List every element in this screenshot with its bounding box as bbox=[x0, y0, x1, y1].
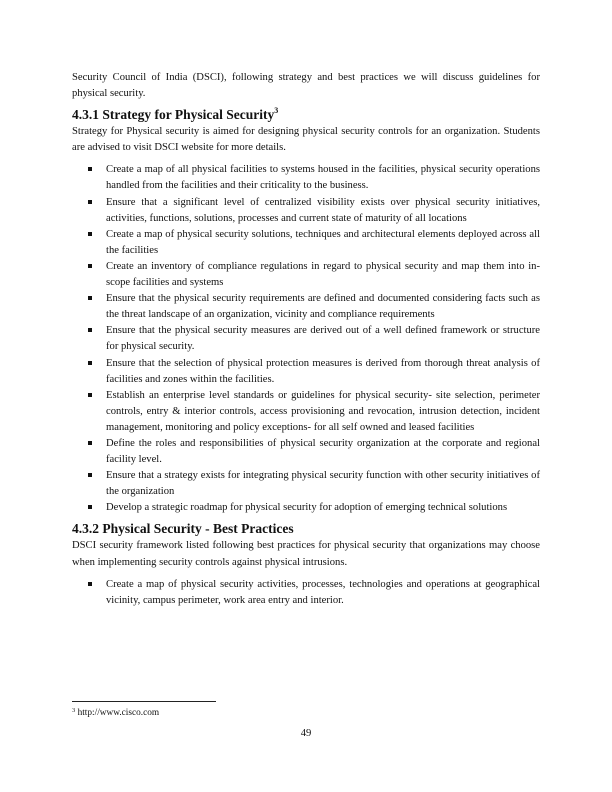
footnote-link[interactable]: http://www.cisco.com bbox=[77, 708, 160, 718]
square-bullet-icon bbox=[88, 505, 92, 509]
intro-paragraph: Security Council of India (DSCI), following strategy and best practices we will discuss guidelines for physical security. bbox=[72, 72, 540, 100]
section-intro-paragraph: DSCI security framework listed following best practices for physical security that organizations may choose when implementing security controls against physical intrusions. bbox=[72, 540, 540, 568]
list-item bbox=[84, 577, 540, 609]
list-item-text: Ensure that a strategy exists for integrating physical security function with other security initiatives of the organization bbox=[106, 470, 540, 498]
list-item-text: Develop a strategic roadmap for physical security for adoption of emerging technical solutions bbox=[106, 502, 508, 514]
list-item bbox=[84, 500, 540, 516]
list-item-text: Establish an enterprise level standards or guidelines for physical security- site selection, perimeter controls, entry & interior controls, access provisioning and revocation, intrusion detection, incident management, monitoring and policy exceptions- for all self owned and leased facilities bbox=[106, 389, 540, 433]
list-item bbox=[84, 162, 540, 194]
footnote-reference: 3 bbox=[274, 106, 279, 116]
square-bullet-icon bbox=[88, 473, 92, 477]
page-number: 49 bbox=[300, 728, 312, 739]
list-item bbox=[84, 388, 540, 436]
square-bullet-icon bbox=[88, 328, 92, 332]
square-bullet-icon bbox=[88, 361, 92, 365]
section-title: 4.3.1 Strategy for Physical Security bbox=[72, 107, 275, 123]
list-item-text: Create an inventory of compliance regulations in regard to physical security and map them into in-scope facilities and systems bbox=[106, 260, 540, 289]
list-item-text: Ensure that the physical security measures are derived out of a well defined framework or structure for physical security. bbox=[106, 325, 540, 353]
list-item bbox=[84, 468, 540, 500]
best-practices-bullet-list bbox=[72, 577, 540, 609]
page-body bbox=[72, 70, 540, 609]
section-heading-best-practices: 4.3.2 Physical Security - Best Practices bbox=[72, 521, 294, 537]
footnote-divider bbox=[72, 701, 216, 702]
list-item-text: Create a map of physical security activities, processes, technologies and operations at geographical vicinity, campus perimeter, work area entry and interior. bbox=[106, 578, 540, 606]
square-bullet-icon bbox=[88, 264, 92, 268]
square-bullet-icon bbox=[88, 393, 92, 397]
strategy-bullet-list bbox=[72, 162, 540, 516]
square-bullet-icon bbox=[88, 167, 92, 171]
footnote-number: 3 bbox=[72, 707, 76, 714]
list-item-text: Ensure that a significant level of centralized visibility exists over physical security initiatives, activities, functions, solutions, processes and current state of maturity of all locations bbox=[106, 196, 540, 224]
list-item-text: Define the roles and responsibilities of physical security organization at the corporate and regional facility level. bbox=[106, 437, 540, 466]
footnote bbox=[72, 707, 159, 719]
square-bullet-icon bbox=[88, 296, 92, 300]
list-item-text: Ensure that the selection of physical protection measures is derived from thorough threat analysis of facilities and zones within the facilities. bbox=[106, 357, 540, 385]
square-bullet-icon bbox=[88, 441, 92, 445]
section-heading-strategy bbox=[72, 106, 540, 124]
list-item-text: Create a map of physical security solutions, techniques and architectural elements deployed across all the facilities bbox=[106, 228, 540, 256]
list-item bbox=[84, 291, 540, 323]
list-item bbox=[84, 227, 540, 259]
list-item bbox=[84, 195, 540, 227]
list-item bbox=[84, 356, 540, 388]
square-bullet-icon bbox=[88, 200, 92, 204]
list-item bbox=[84, 259, 540, 291]
list-item-text: Ensure that the physical security requirements are defined and documented considering facts such as the threat landscape of an organization, vicinity and compliance requirements bbox=[106, 293, 540, 321]
list-item bbox=[84, 323, 540, 355]
list-item-text: Create a map of all physical facilities to systems housed in the facilities, physical security operations handled from the facilities and their criticality to the business. bbox=[106, 164, 540, 192]
section-intro-paragraph: Strategy for Physical security is aimed for designing physical security controls for an organization. Students are advised to visit DSCI website for more details. bbox=[72, 126, 540, 154]
list-item bbox=[84, 436, 540, 468]
square-bullet-icon bbox=[88, 582, 92, 586]
square-bullet-icon bbox=[88, 232, 92, 236]
